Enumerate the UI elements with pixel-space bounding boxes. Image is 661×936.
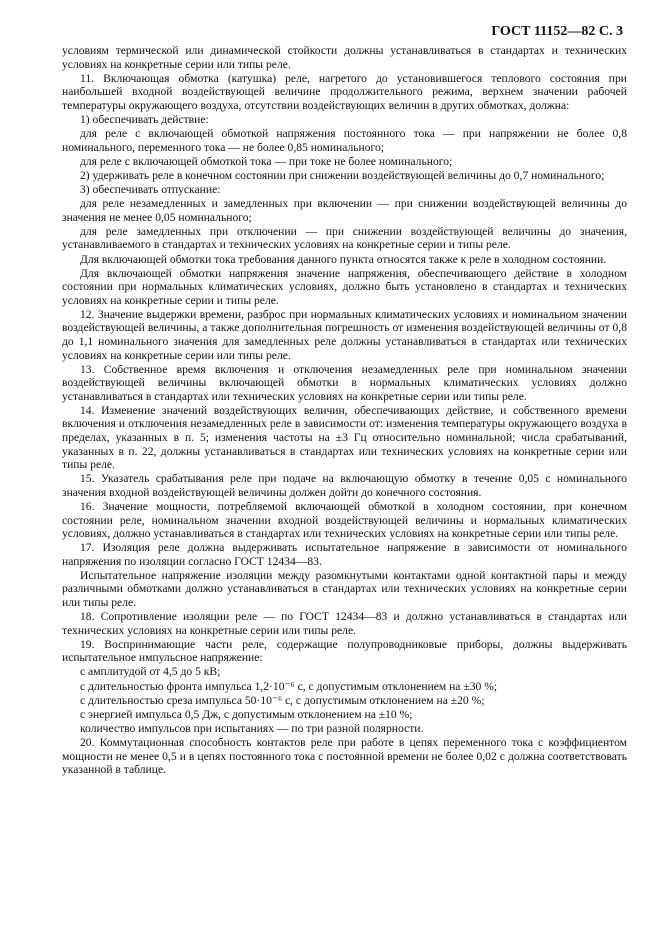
paragraph: для реле с включающей обмоткой тока — при токе не более номинального; [80,154,453,168]
paragraph: 2) удерживать реле в конечном состоянии при снижении воздействующей величины до 0,7 номинального; [80,168,605,182]
paragraph: для реле с включающей обмоткой напряжения постоянного тока — при напряжении не более 0,8 номинального, переменного тока — не более 0,85 номинального; [62,127,627,154]
paragraph: количество импульсов при испытаниях — по три разной полярности. [80,722,424,736]
paragraph: 11. Включающая обмотка (катушка) реле, нагретого до установившегося теплового состояния при наибольшей входной воздействующей величине продолжительного режима, верхнем значении рабочей температуры окружающего воздуха, отсутствии воздействующих величин в других обмотках, должна: [62,71,627,112]
paragraph: Для включающей обмотки тока требования данного пункта относятся также к реле в холодном состоянии. [80,252,607,266]
paragraph: Испытательное напряжение изоляции между разомкнутыми контактами одной контактной пары и между различными обмотками должно устанавливаться в стандартах или технических условиях на конкретные серии или типы реле. [62,568,627,609]
paragraph: 18. Сопротивление изоляции реле — по ГОСТ 12434—83 и должно устанавливаться в стандартах или технических условиях на конкретные серии или типы реле. [62,610,627,637]
paragraph: 13. Собственное время включения и отключения незамедленных реле при номинальном значении воздействующей величины включающей обмотки в нормальных климатических условиях должно устанавливаться в стандартах или технических условиях на конкретные серии или типы реле. [62,362,627,403]
paragraph: 20. Коммутационная способность контактов реле при работе в цепях переменного тока с коэффициентом мощности не менее 0,5 и в цепях постоянного тока с постоянной времени не более 0,02 с должна соответствовать указанной в таблице. [62,736,627,777]
paragraph: условиям термической или динамической стойкости должны устанавливаться в стандартах и технических условиях на конкретные серии или типы реле. [62,44,627,71]
paragraph: 19. Воспринимающие части реле, содержащие полупроводниковые приборы, должны выдерживать испытательное импульсное напряжение: [62,637,627,665]
paragraph: с длительностью среза импульса 50·10⁻⁶ с, с допустимым отклонением на ±20 %; [80,693,485,707]
paragraph: 15. Указатель срабатывания реле при подаче на включающую обмотку в течение 0,05 с номинального значения входной воздействующей величины должен дойти до конечного состояния. [62,472,627,499]
page-header: ГОСТ 11152—82 С. 3 [491,24,623,39]
document-body [62,44,627,777]
paragraph: с энергией импульса 0,5 Дж, с допустимым отклонением на ±10 %; [80,707,413,721]
paragraph: 14. Изменение значений воздействующих величин, обеспечивающих действие, и собственного времени включения и отключения незамедленных реле в зависимости от: изменения температуры окружающего воздуха в пределах, указанных в п. 5; изменения частоты на ±3 Гц относительно номинальной; числа срабатываний, указанных в п. 22, должны устанавливаться в стандартах или технических условиях на конкретные серии или типы реле. [62,403,627,472]
paragraph: 12. Значение выдержки времени, разброс при нормальных климатических условиях и номинальном значении воздействующей величины, а также дополнительная погрешность от изменения воздействующей величины от 0,8 до 1,1 номинального значения для замедленных реле должны устанавливаться в стандартах или технических условиях на конкретные серии или типы реле. [62,307,627,362]
paragraph: Для включающей обмотки напряжения значение напряжения, обеспечивающего действие в холодном состоянии при нормальных климатических условиях, должно быть установлено в стандартах и технических условиях на конкретные серии и типы реле. [62,266,627,307]
paragraph: 1) обеспечивать действие: [80,112,209,126]
paragraph: для реле незамедленных и замедленных при включении — при снижении воздействующей величины до значения не менее 0,05 номинального; [62,197,627,224]
paragraph: 16. Значение мощности, потребляемой включающей обмоткой в холодном состоянии, при конечном состоянии реле, номинальном значении входной воздействующей величины и нормальных климатических условиях, должно устанавливаться в стандартах или технических условиях на конкретные серии или типы реле. [62,499,627,541]
paragraph: 17. Изоляция реле должна выдерживать испытательное напряжение в зависимости от номинального напряжения по изоляции согласно ГОСТ 12434—83. [62,541,627,568]
paragraph: с длительностью фронта импульса 1,2·10⁻⁶ с, с допустимым отклонением на ±30 %; [80,679,498,693]
paragraph: с амплитудой от 4,5 до 5 кВ; [80,665,221,679]
paragraph: 3) обеспечивать отпускание: [80,183,221,197]
paragraph: для реле замедленных при отключении — при снижении воздействующей величины до значения, устанавливаемого в стандартах и технических условиях на конкретные серии и типы реле. [62,224,627,252]
